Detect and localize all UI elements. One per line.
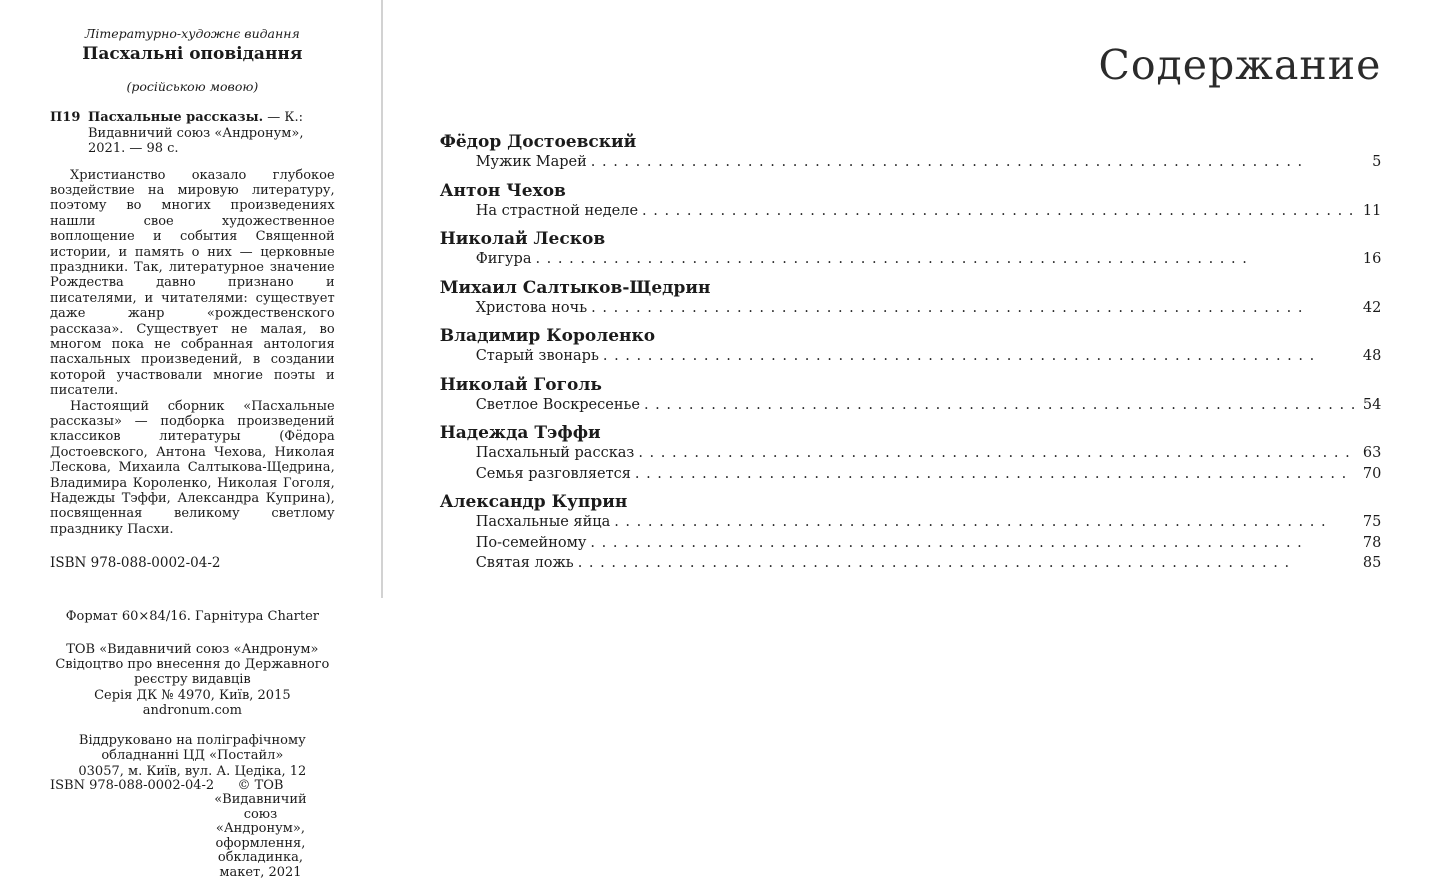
toc-author: Фёдор Достоевский xyxy=(439,132,637,152)
dot-leader xyxy=(603,346,1356,367)
toc-item xyxy=(440,443,1382,464)
dot-leader xyxy=(578,553,1357,574)
dot-leader xyxy=(638,443,1356,464)
toc-item-title: Пасхальный рассказ xyxy=(475,445,635,461)
toc-item xyxy=(440,201,1382,222)
book-title: Пасхальні оповідання xyxy=(82,44,303,64)
publisher-line: Свідоцтво про внесення до Державного реєстру видавців xyxy=(55,657,330,688)
toc-page-number: 85 xyxy=(1362,555,1382,571)
edition-note: Літературно-художнє видання xyxy=(84,26,300,41)
footer-isbn: ISBN 978-088-0002-04-2 xyxy=(50,777,215,793)
publisher-website: andronum.com xyxy=(142,703,242,719)
toc-page-number: 75 xyxy=(1362,514,1382,530)
format-line: Формат 60×84/16. Гарнітура Charter xyxy=(65,609,319,625)
dot-leader xyxy=(591,152,1357,173)
toc-page-number: 16 xyxy=(1362,251,1382,267)
toc-page-number: 5 xyxy=(1372,154,1382,170)
language-note: (російською мовою) xyxy=(126,79,259,94)
toc-page-number: 54 xyxy=(1362,396,1382,413)
toc-page-number: 11 xyxy=(1362,202,1382,219)
toc-item-title: Светлое Воскресенье xyxy=(475,396,640,413)
catalog-rest: — К.: Видавничий союз «Андронум», 2021. — 98 с. xyxy=(88,110,304,156)
toc-author: Николай Гоголь xyxy=(439,374,602,395)
toc-page-number: 78 xyxy=(1362,534,1382,551)
toc-author: Александр Куприн xyxy=(439,492,628,512)
toc-author: Николай Лесков xyxy=(439,229,606,249)
toc-item-title: На страстной неделе xyxy=(475,202,639,219)
toc-item-title: По-семейному xyxy=(475,534,587,551)
toc-page-number: 48 xyxy=(1362,348,1382,364)
colophon xyxy=(50,571,335,779)
copyright-block xyxy=(214,779,307,880)
toc-page-number: 63 xyxy=(1362,445,1382,461)
toc-item-title: Святая ложь xyxy=(475,555,574,571)
toc-item xyxy=(440,512,1382,533)
toc-item-title: Семья разговляется xyxy=(475,465,631,482)
print-line: 03057, м. Київ, вул. А. Цедіка, 12 xyxy=(78,763,307,779)
toc-entry xyxy=(440,132,1382,173)
toc-page-title: Содержание xyxy=(1098,41,1382,89)
dot-leader xyxy=(614,512,1356,533)
isbn-line: ISBN 978-088-0002-04-2 xyxy=(50,555,221,572)
dot-leader xyxy=(642,201,1356,222)
catalog-entry xyxy=(50,110,335,157)
toc-entry xyxy=(440,326,1382,367)
toc-item-title: Пасхальные яйца xyxy=(475,514,611,530)
toc-item xyxy=(440,249,1382,270)
toc-list xyxy=(440,132,1382,574)
toc-author: Антон Чехов xyxy=(439,180,566,201)
publisher-line: ТОВ «Видавничий союз «Андронум» xyxy=(66,641,319,657)
toc-author: Владимир Короленко xyxy=(439,326,656,346)
copyright-line: © ТОВ «Видавничий союз «Андронум», xyxy=(214,777,307,837)
toc-item xyxy=(440,553,1382,574)
toc-item-title: Фигура xyxy=(475,251,532,267)
toc-author: Михаил Салтыков-Щедрин xyxy=(439,277,711,298)
toc-item xyxy=(440,395,1382,416)
toc-author: Надежда Тэффи xyxy=(439,423,601,443)
toc-entry xyxy=(440,278,1382,319)
toc-item-title: Старый звонарь xyxy=(475,348,599,364)
toc-item xyxy=(440,298,1382,319)
imprint-page xyxy=(0,0,381,880)
toc-item xyxy=(440,464,1382,485)
toc-page-number: 42 xyxy=(1362,299,1382,316)
toc-entry xyxy=(440,375,1382,416)
dot-leader xyxy=(644,395,1356,416)
imprint-header xyxy=(50,26,335,95)
toc-item-title: Христова ночь xyxy=(475,299,588,316)
toc-entry xyxy=(440,181,1382,222)
dot-leader xyxy=(635,464,1356,485)
toc-item xyxy=(440,152,1382,173)
toc-item-title: Мужик Марей xyxy=(475,154,587,170)
dot-leader xyxy=(591,298,1356,319)
toc-page xyxy=(383,0,1435,598)
dot-leader xyxy=(590,533,1356,554)
catalog-title: Пасхальные рассказы. xyxy=(88,110,264,125)
catalog-code: П19 xyxy=(50,110,81,125)
print-line: Віддруковано на поліграфічному обладнанні ЦД «Постайл» xyxy=(78,732,306,764)
toc-entry xyxy=(440,423,1382,484)
publisher-block xyxy=(50,642,335,719)
publisher-line: Серія ДК № 4970, Київ, 2015 xyxy=(94,687,291,703)
toc-entry xyxy=(440,229,1382,270)
dot-leader xyxy=(535,249,1356,270)
toc-item xyxy=(440,346,1382,367)
annotation-paragraph-1: Христианство оказало глубокое воздействие на мировую литературу, поэтому во многих произведениях нашли свое художественное воплощение и события Священной истории, и память о них — церковные праздники. Так, литературное значение Рождества давно признано и писателями, и читателями: существует даже жанр «рождественского рассказа». Существует не малая, во многом пока не собранная антология пасхальных произведений, в создании которой участвовали многие поэты и писатели. xyxy=(50,167,335,399)
toc-entry xyxy=(440,492,1382,574)
print-block xyxy=(50,733,335,779)
copyright-line: оформлення, обкладинка, макет, 2021 xyxy=(215,835,306,880)
catalog-text xyxy=(88,110,335,157)
toc-item xyxy=(440,533,1382,554)
imprint-footer xyxy=(50,779,335,880)
toc-page-number: 70 xyxy=(1362,465,1382,482)
annotation-paragraph-2: Настоящий сборник «Пасхальные рассказы» — подборка произведений классиков литературы (Фёдора Достоевского, Антона Чехова, Николая Лескова, Михаила Салтыкова-Щедрина, Владимира Короленко, Николая Гоголя, Надежды Тэффи, Александра Куприна), посвященная великому светлому празднику Пасхи. xyxy=(50,398,335,537)
